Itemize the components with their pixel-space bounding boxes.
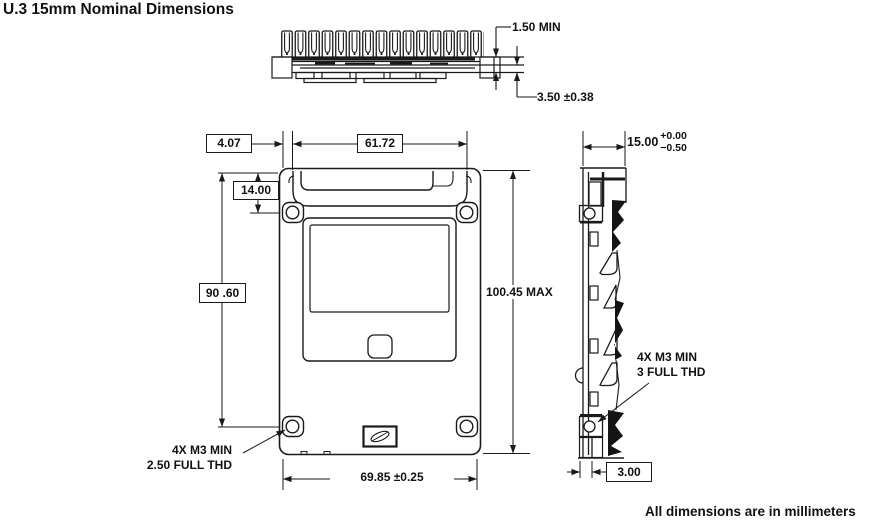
dim-handle-depth-label: 14.00 bbox=[233, 181, 279, 200]
latch-features bbox=[600, 253, 617, 386]
thickness-value: 15.00 bbox=[627, 134, 659, 149]
latch-windows bbox=[590, 232, 598, 406]
dim-overall-width-label: 69.85 ±0.25 bbox=[330, 470, 454, 484]
thickness-tol-minus: −0.50 bbox=[660, 142, 687, 155]
page-title: U.3 15mm Nominal Dimensions bbox=[3, 1, 234, 18]
dim-bottom-lip-label: 3.00 bbox=[606, 462, 652, 482]
label-area bbox=[303, 218, 456, 361]
bottom-screws-note bbox=[126, 443, 232, 472]
screw-hole-top-right bbox=[460, 206, 473, 219]
dim-overall-height-label: 100.45 MAX bbox=[483, 285, 556, 299]
bottom-screws-note-line2: 2.50 FULL THD bbox=[146, 457, 232, 472]
top-view-dimension-lines bbox=[496, 27, 537, 97]
screw-hole-top-left bbox=[286, 206, 299, 219]
side-screws-note-line2: 3 FULL THD bbox=[637, 364, 706, 379]
manufacturer-logo-icon bbox=[364, 427, 397, 447]
pull-handle bbox=[289, 171, 471, 206]
dim-drive-thickness-label bbox=[627, 130, 687, 154]
screw-hole-bottom-right bbox=[460, 420, 473, 433]
thickness-tol-plus: +0.00 bbox=[660, 130, 687, 142]
screw-hole-bottom-left bbox=[286, 420, 299, 433]
side-bump bbox=[576, 368, 584, 383]
side-view bbox=[576, 168, 627, 458]
dim-handle-width-label: 61.72 bbox=[357, 134, 403, 153]
emi-gasket bbox=[608, 200, 626, 456]
side-screws-note bbox=[637, 350, 705, 379]
heatsink-fins bbox=[281, 30, 484, 57]
top-profile-view bbox=[272, 27, 537, 97]
pcb-pads bbox=[315, 62, 448, 65]
dim-edge-to-handle-label: 4.07 bbox=[206, 134, 252, 153]
connector-pins bbox=[296, 73, 446, 83]
dim-fin-clearance-label: 1.50 MIN bbox=[512, 20, 561, 34]
front-view bbox=[280, 169, 481, 455]
units-note: All dimensions are in millimeters bbox=[645, 504, 856, 519]
side-screws-note-line1: 4X M3 MIN bbox=[637, 350, 698, 364]
dim-case-thickness-label: 3.50 ±0.38 bbox=[537, 90, 594, 104]
dim-mount-span-label: 90 .60 bbox=[199, 283, 246, 303]
bottom-screws-note-line1: 4X M3 MIN bbox=[171, 443, 232, 457]
mounting-holes bbox=[283, 203, 478, 437]
